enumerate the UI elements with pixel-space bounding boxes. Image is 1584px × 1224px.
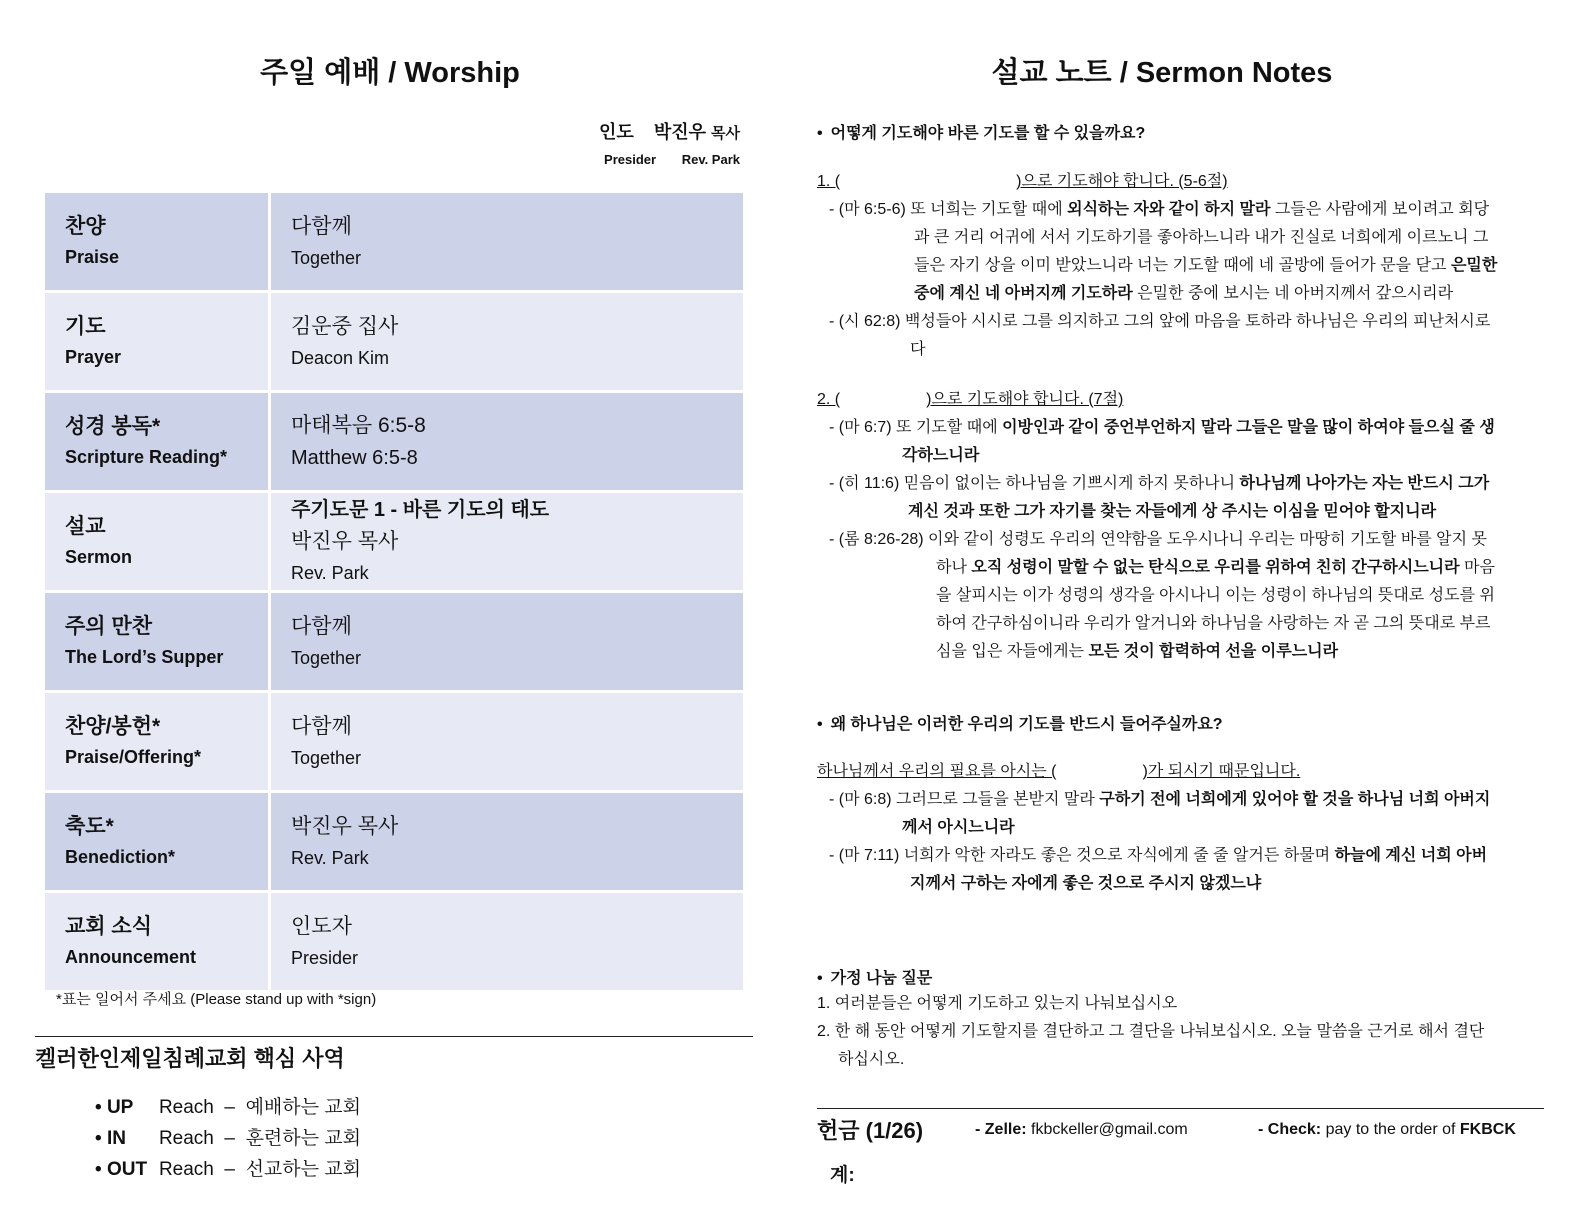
order-value-en: Together [291, 747, 362, 768]
presider-en-role: Presider [604, 152, 657, 167]
order-kr-label: 성경 봉독* [65, 415, 161, 438]
offering-title: 헌금 (1/26) [817, 1118, 924, 1143]
check-info [1258, 1121, 1516, 1139]
order-value-kr: 박진우 목사 [291, 814, 399, 838]
point-text: )으로 기도해야 합니다. (7절) [926, 391, 1124, 408]
point-1 [817, 168, 1228, 196]
verse-line: - (마 7:11) 너희가 악한 자라도 좋은 것으로 자식에게 줄 줄 알거든 하물며 하늘에 계신 너희 아버 [829, 847, 1488, 864]
verse-line: - (시 62:8) 백성들아 시시로 그를 의지하고 그의 앞에 마음을 토하라 하나님은 우리의 피난처시로 [829, 313, 1491, 330]
verse-line: 각하느니라 [902, 447, 980, 464]
offering-total-label: 계: [830, 1165, 855, 1186]
point-text: )으로 기도해야 합니다. (5-6절) [1016, 173, 1228, 190]
order-row [45, 392, 743, 492]
ministry-desc: 훈련하는 교회 [245, 1128, 361, 1149]
order-value-en: Rev. Park [291, 563, 369, 583]
order-value-kr: 다함께 [291, 714, 352, 738]
question-text: 왜 하나님은 이러한 우리의 기도를 반드시 들어주실까요? [830, 716, 1223, 733]
order-value-en: Together [291, 247, 362, 268]
order-of-worship-table [45, 193, 743, 993]
order-kr-label: 기도 [65, 315, 106, 338]
order-value-en: Matthew 6:5-8 [291, 446, 418, 469]
order-row [45, 193, 743, 292]
order-kr-label: 찬양/봉헌* [65, 715, 161, 738]
order-kr-label: 교회 소식 [65, 915, 152, 938]
order-en-label: The Lord’s Supper [65, 647, 224, 667]
order-value-en: Rev. Park [291, 847, 369, 868]
ministry-desc: 예배하는 교회 [245, 1097, 361, 1118]
check-label: - Check: [1258, 1121, 1322, 1138]
order-value-kr: 마태복음 6:5-8 [291, 413, 426, 437]
ministry-reach: Reach [158, 1159, 214, 1180]
order-row [45, 592, 743, 692]
question-text: 가정 나눔 질문 [830, 970, 933, 987]
verse-line: 다 [910, 341, 926, 358]
sharing-question-2-cont: 하십시오. [838, 1051, 905, 1068]
order-row [45, 292, 743, 392]
order-value-en: Deacon Kim [291, 347, 390, 368]
verse-line: 을 살피시는 이가 성령의 생각을 아시나니 이는 성령이 하나님의 뜻대로 성도를 위 [936, 587, 1495, 604]
verse-line: - (마 6:8) 그러므로 그들을 본받지 말라 구하기 전에 너희에게 있어야 할 것을 하나님 너희 아버지 [829, 791, 1491, 808]
verse-line: 하여 간구하심이니라 우리가 알거니와 하나님을 사랑하는 자 곧 그의 뜻대로 부르 [936, 615, 1491, 632]
ministry-dash: – [224, 1159, 235, 1180]
order-kr-label: 주의 만찬 [65, 615, 152, 638]
order-value-kr: 다함께 [291, 214, 352, 238]
ministry-dash: – [224, 1128, 235, 1149]
verse-line: 과 큰 거리 어귀에 서서 기도하기를 좋아하느니라 내가 진실로 너희에게 이르노니 그 [914, 229, 1489, 246]
presider-block [560, 118, 740, 167]
ministry-item: • UP Reach – 예배하는 교회 [95, 1097, 361, 1118]
ministry-reach: Reach [158, 1097, 214, 1118]
zelle-label: - Zelle: [975, 1121, 1027, 1138]
order-value-kr: 박진우 목사 [291, 530, 399, 553]
check-payee: FKBCK [1459, 1121, 1516, 1138]
order-en-label: Benediction* [65, 847, 176, 867]
ministry-tag: IN [106, 1128, 126, 1149]
verse-line: 하나 오직 성령이 말할 수 없는 탄식으로 우리를 위하여 친히 간구하시느니라 마음 [936, 559, 1495, 576]
presider-kr-name: 박진우 [653, 122, 706, 142]
order-row [45, 792, 743, 892]
point-text: 1. ( [817, 173, 841, 190]
order-value-kr: 김운중 집사 [291, 314, 399, 338]
presider-kr-role: 인도 [599, 122, 634, 142]
verse-line: - (롬 8:26-28) 이와 같이 성령도 우리의 연약함을 도우시나니 우리는 마땅히 기도할 바를 알지 못 [829, 531, 1487, 548]
question-1: • 어떻게 기도해야 바른 기도를 할 수 있을까요? [817, 125, 1146, 142]
ministry-title: 켈러한인제일침례교회 핵심 사역 [35, 1046, 345, 1071]
verse-line: 심을 입은 자들에게는 모든 것이 합력하여 선을 이루느니라 [936, 643, 1339, 660]
order-en-label: Prayer [65, 347, 122, 367]
order-en-label: Scripture Reading* [65, 447, 228, 467]
order-value-kr: 인도자 [291, 914, 352, 938]
order-row [45, 492, 743, 592]
point-2 [817, 386, 1123, 414]
point-text: 2. ( [817, 391, 841, 408]
order-kr-label: 축도* [65, 815, 114, 838]
question-text: 어떻게 기도해야 바른 기도를 할 수 있을까요? [830, 125, 1146, 142]
order-en-label: Sermon [65, 547, 133, 567]
ministry-reach: Reach [158, 1128, 214, 1149]
order-value-en: Presider [291, 947, 359, 968]
sharing-question-2: 2. 한 해 동안 어떻게 기도할지를 결단하고 그 결단을 나눠보십시오. 오늘 말씀을 근거로 해서 결단 [817, 1023, 1485, 1040]
verse-line: 계신 것과 또한 그가 자기를 찾는 자들에게 상 주시는 이심을 믿어야 할지니라 [908, 503, 1437, 520]
order-row [45, 892, 743, 992]
order-en-label: Announcement [65, 947, 197, 967]
ministry-desc: 선교하는 교회 [245, 1159, 361, 1180]
presider-kr-title: 목사 [711, 125, 740, 142]
order-en-label: Praise/Offering* [65, 747, 202, 767]
question-2: • 왜 하나님은 이러한 우리의 기도를 반드시 들어주실까요? [817, 716, 1223, 733]
order-row [45, 692, 743, 792]
order-kr-label: 찬양 [65, 215, 106, 238]
check-value: pay to the order of [1325, 1121, 1456, 1138]
verse-line: 지께서 구하는 자에게 좋은 것으로 주시지 않겠느냐 [910, 875, 1262, 892]
verse-line: 중에 계신 네 아버지께 기도하라 은밀한 중에 보시는 네 아버지께서 갚으시리라 [914, 285, 1454, 302]
sermon-title: 주기도문 1 - 바른 기도의 태도 [291, 499, 550, 521]
verse-line: - (히 11:6) 믿음이 없이는 하나님을 기쁘시게 하지 못하나니 하나님께 나아가는 자는 반드시 그가 [829, 475, 1490, 492]
stand-note: *표는 일어서 주세요 (Please stand up with *sign) [56, 991, 377, 1008]
verse-line: 들은 자기 상을 이미 받았느니라 너는 기도할 때에 네 골방에 들어가 문을 닫고 은밀한 [914, 257, 1498, 274]
offering-divider [817, 1108, 1544, 1109]
point-3 [817, 758, 1300, 786]
zelle-info [975, 1121, 1188, 1139]
zelle-value: fkbckeller@gmail.com [1031, 1121, 1188, 1138]
verse-line: 께서 아시느니라 [902, 819, 1015, 836]
sharing-question-1: 1. 여러분들은 어떻게 기도하고 있는지 나눠보십시오 [817, 995, 1178, 1012]
order-value-kr: 다함께 [291, 614, 352, 638]
ministry-item: • IN Reach – 훈련하는 교회 [95, 1128, 361, 1149]
ministry-item: • OUT Reach – 선교하는 교회 [95, 1159, 361, 1180]
sermon-notes-title: 설교 노트 / Sermon Notes [991, 57, 1333, 89]
order-value-en: Together [291, 647, 362, 668]
order-kr-label: 설교 [65, 515, 106, 538]
presider-en-name: Rev. Park [681, 152, 740, 167]
section-divider [35, 1036, 753, 1037]
question-3: • 가정 나눔 질문 [817, 970, 933, 987]
verse-line: - (마 6:7) 또 기도할 때에 이방인과 같이 중언부언하지 말라 그들은 말을 많이 하여야 들으실 줄 생 [829, 419, 1495, 436]
point-text: )가 되시기 때문입니다. [1142, 763, 1301, 780]
point-text: 하나님께서 우리의 필요를 아시는 ( [817, 763, 1057, 780]
ministry-dash: – [224, 1097, 235, 1118]
verse-line: - (마 6:5-6) 또 너희는 기도할 때에 외식하는 자와 같이 하지 말라 그들은 사람에게 보이려고 회당 [829, 201, 1490, 218]
ministry-tag: OUT [106, 1159, 148, 1180]
order-en-label: Praise [65, 247, 120, 267]
ministry-tag: UP [106, 1097, 134, 1118]
worship-title: 주일 예배 / Worship [260, 57, 520, 89]
